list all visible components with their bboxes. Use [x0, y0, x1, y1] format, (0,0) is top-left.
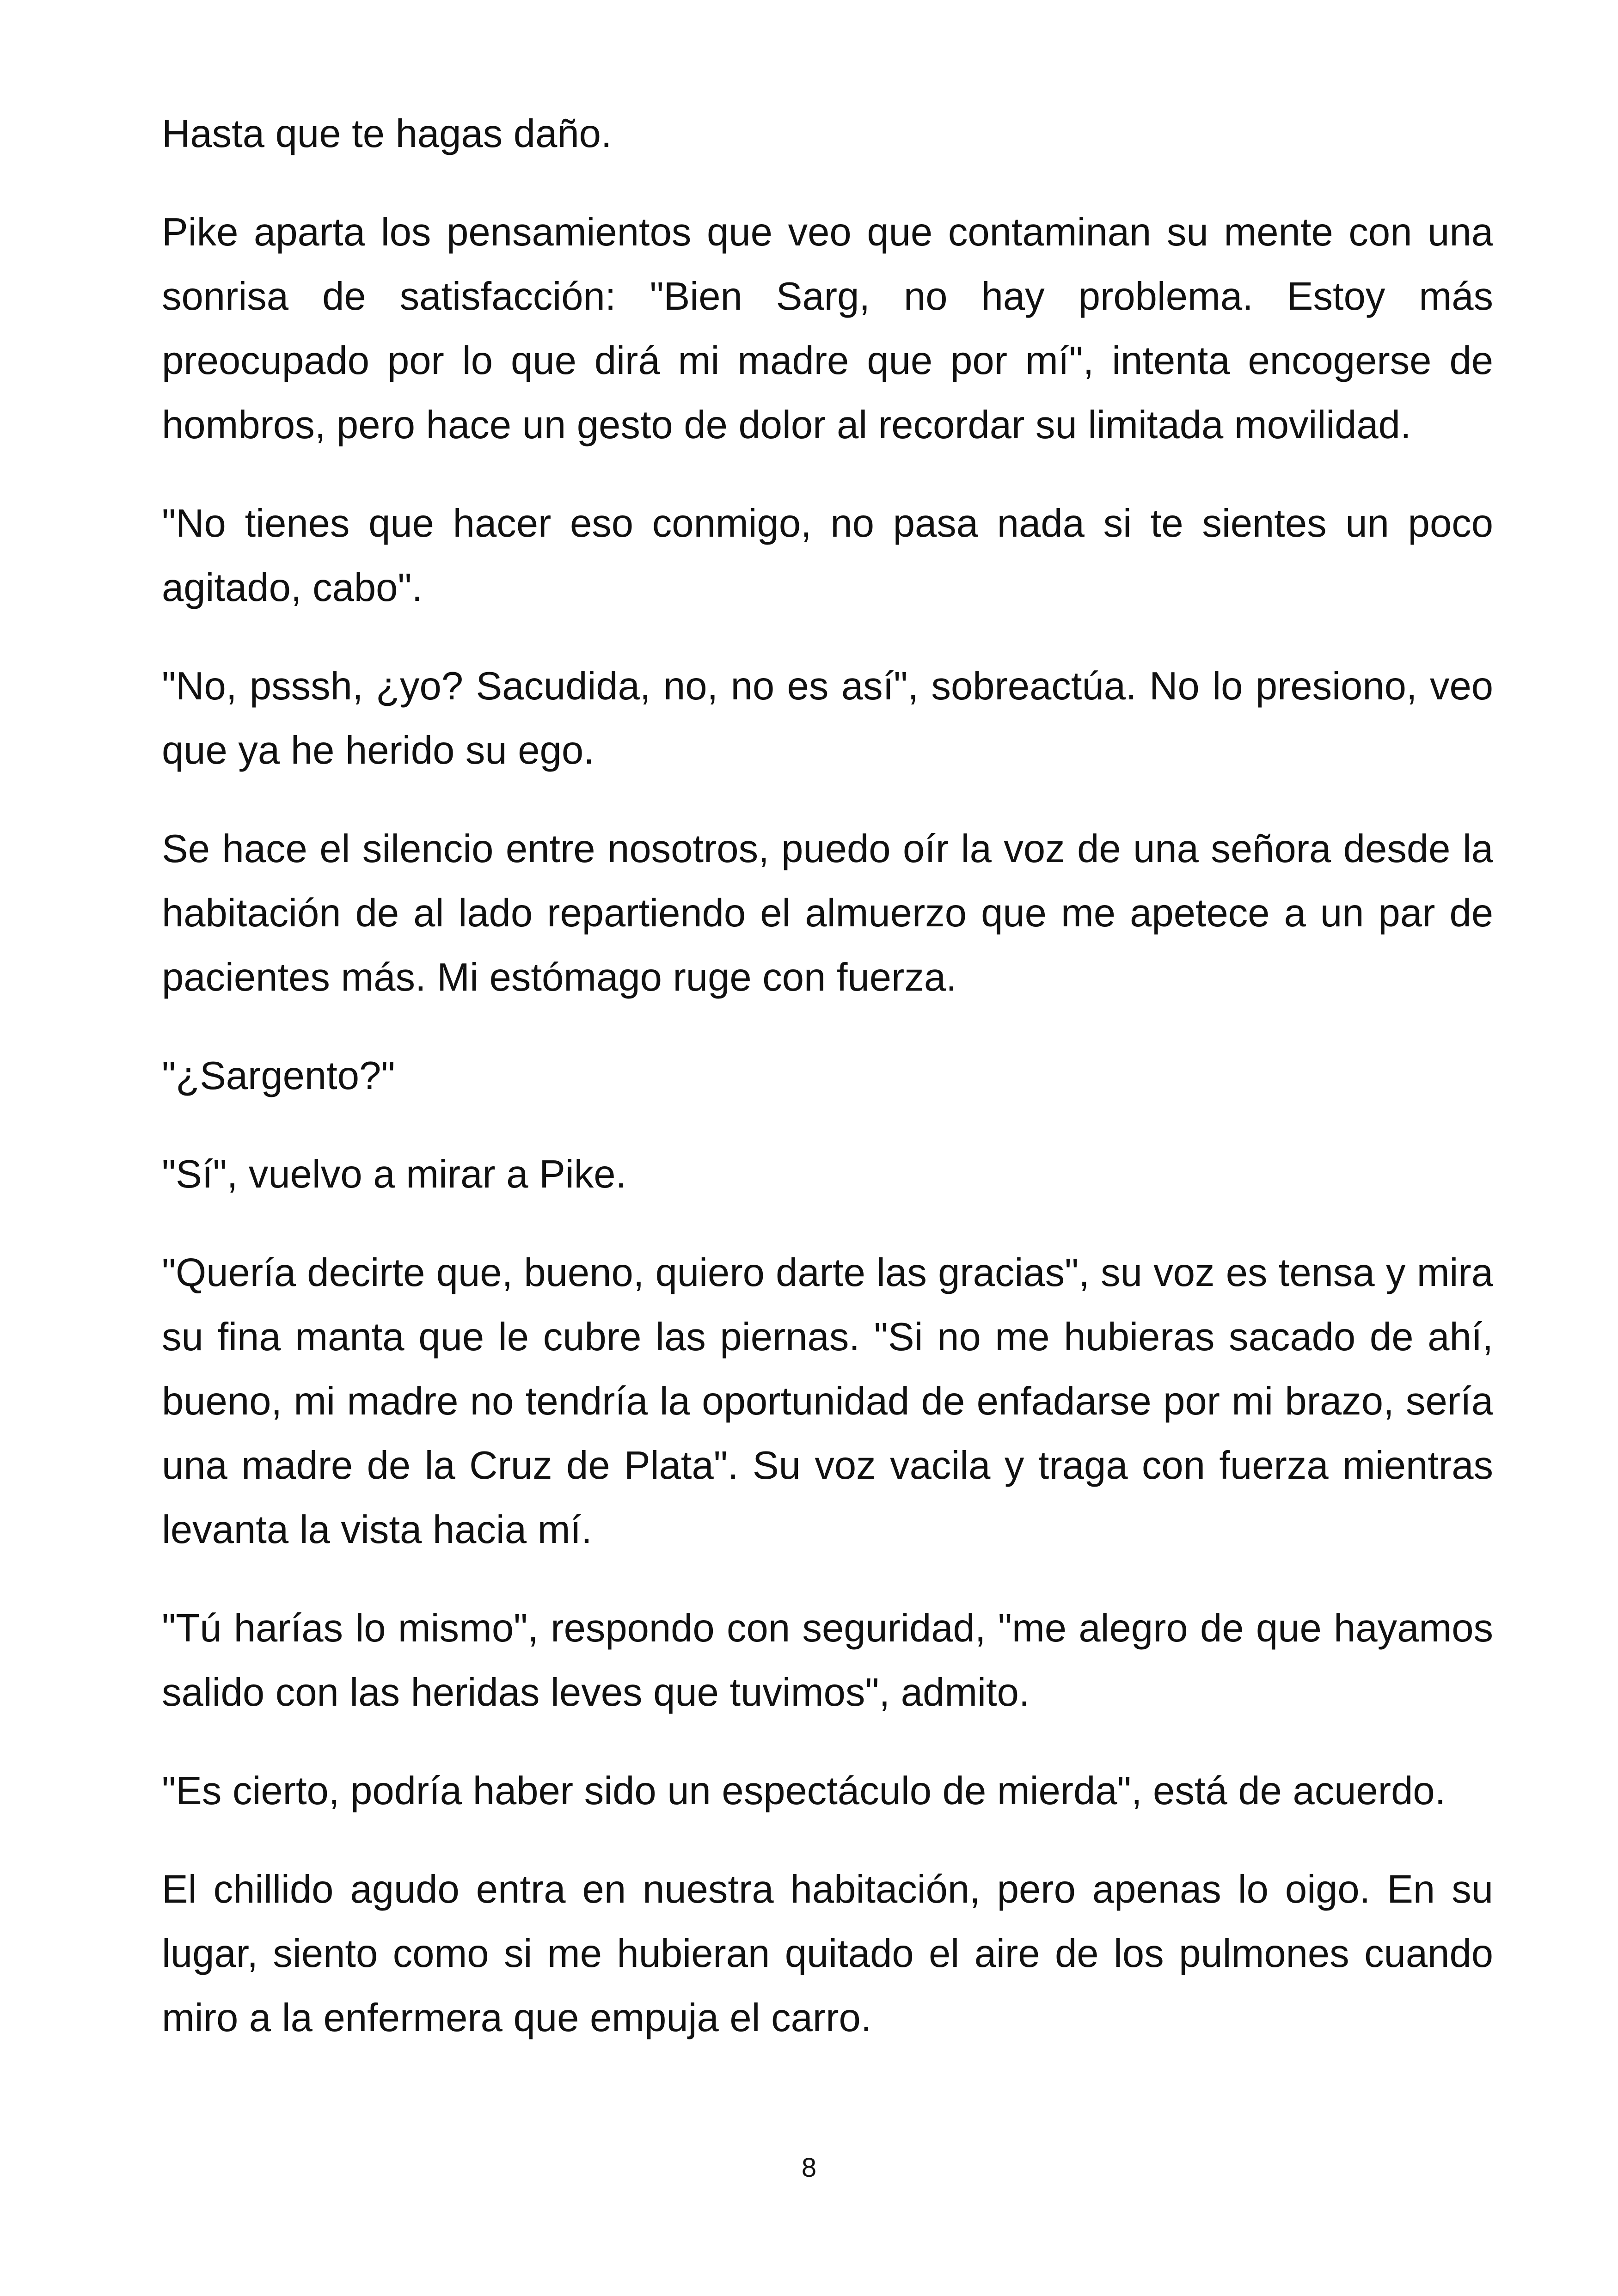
- paragraph-5: Se hace el silencio entre nosotros, puedo oír la voz de una señora desde la habitación de al lado repartiendo el almuerzo que me apetece a un par de pacientes más. Mi estómago ruge con fuerza.: [162, 827, 1493, 999]
- page-number: 8: [801, 2153, 817, 2183]
- paragraph-2: Pike aparta los pensamientos que veo que contaminan su mente con una sonrisa de satisfacción: "Bien Sarg, no hay problema. Estoy más preocupado por lo que dirá mi madre que por mí", intenta encogerse de hombros, pero hace un gesto de dolor al recordar su limitada movilidad.: [162, 210, 1493, 447]
- paragraph-6: "¿Sargento?": [162, 1054, 395, 1098]
- paragraph-8: "Quería decirte que, bueno, quiero darte las gracias", su voz es tensa y mira su fina manta que le cubre las piernas. "Si no me hubieras sacado de ahí, bueno, mi madre no tendría la oportunidad de enfadarse por mi brazo, sería una madre de la Cruz de Plata". Su voz vacila y traga con fuerza mientras levanta la vista hacia mí.: [162, 1251, 1493, 1552]
- paragraph-11: El chillido agudo entra en nuestra habitación, pero apenas lo oigo. En su lugar, siento como si me hubieran quitado el aire de los pulmones cuando miro a la enfermera que empuja el carro.: [162, 1867, 1493, 2040]
- page-body: [162, 102, 1493, 2182]
- paragraph-3: "No tienes que hacer eso conmigo, no pasa nada si te sientes un poco agitado, cabo".: [162, 502, 1493, 610]
- paragraph-9: "Tú harías lo mismo", respondo con seguridad, "me alegro de que hayamos salido con las heridas leves que tuvimos", admito.: [162, 1606, 1493, 1714]
- paragraph-10: "Es cierto, podría haber sido un espectáculo de mierda", está de acuerdo.: [162, 1769, 1446, 1813]
- paragraph-4: "No, psssh, ¿yo? Sacudida, no, no es así", sobreactúa. No lo presiono, veo que ya he herido su ego.: [162, 664, 1493, 772]
- paragraph-7: "Sí", vuelvo a mirar a Pike.: [162, 1152, 627, 1196]
- paragraph-1: Hasta que te hagas daño.: [162, 112, 612, 156]
